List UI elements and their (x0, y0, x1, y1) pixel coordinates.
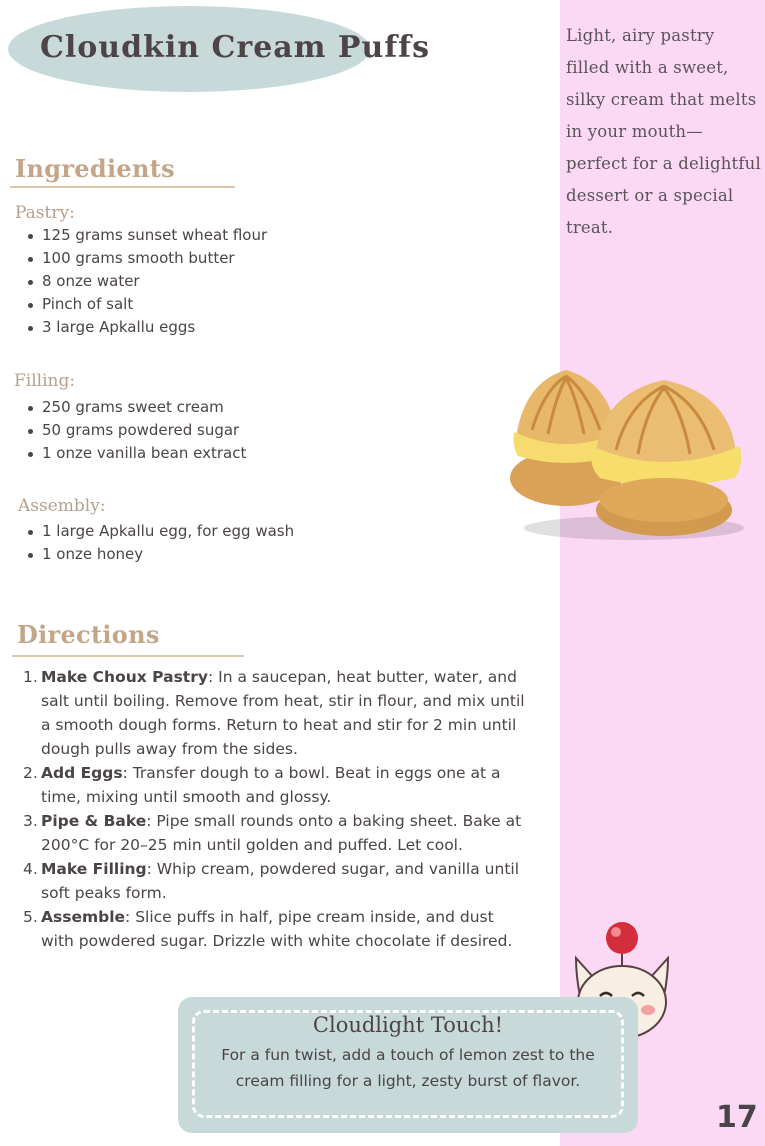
assembly-subheading: Assembly: (18, 496, 106, 516)
list-item: 250 grams sweet cream (21, 396, 246, 419)
step-number: 2. (23, 764, 38, 782)
ingredients-heading: Ingredients (15, 154, 175, 183)
step-text: : In a saucepan, heat butter, water, and salt until boiling. Remove from heat, stir in flour, and mix until a smooth dough forms. Return to heat and stir for 2 min until dough pulls away from the sides. (41, 668, 525, 758)
list-item: 1 large Apkallu egg, for egg wash (21, 520, 294, 543)
directions-heading: Directions (17, 620, 160, 649)
direction-step (20, 665, 528, 761)
step-name: Add Eggs (41, 764, 123, 782)
recipe-intro: Light, airy pastry filled with a sweet, silky cream that melts in your mouth—perfect for a delightful dessert or a special treat. (566, 26, 761, 237)
page-number: 17 (716, 1100, 758, 1135)
list-item: 8 onze water (21, 270, 267, 293)
direction-step (20, 857, 528, 905)
list-item: 100 grams smooth butter (21, 247, 267, 270)
tip-title: Cloudlight Touch! (312, 1013, 504, 1037)
filling-subheading: Filling: (14, 371, 76, 391)
pastry-subheading: Pastry: (15, 203, 75, 223)
direction-step (20, 905, 528, 953)
direction-step (20, 809, 528, 857)
step-number: 3. (23, 812, 38, 830)
assembly-ingredient-list (21, 520, 294, 566)
directions-underline (12, 655, 244, 657)
filling-ingredient-list (21, 396, 246, 465)
pastry-ingredient-list (21, 224, 267, 339)
step-text: : Transfer dough to a bowl. Beat in eggs one at a time, mixing until smooth and glossy. (41, 764, 501, 806)
list-item: Pinch of salt (21, 293, 267, 316)
step-name: Make Choux Pastry (41, 668, 208, 686)
step-number: 4. (23, 860, 38, 878)
step-text: : Whip cream, powdered sugar, and vanilla until soft peaks form. (41, 860, 520, 902)
step-name: Pipe & Bake (41, 812, 147, 830)
step-name: Assemble (41, 908, 126, 926)
list-item: 3 large Apkallu eggs (21, 316, 267, 339)
list-item: 1 onze vanilla bean extract (21, 442, 246, 465)
tip-text: For a fun twist, add a touch of lemon zest to the cream filling for a light, zesty burst of flavor. (221, 1046, 595, 1090)
step-text: : Pipe small rounds onto a baking sheet. Bake at 200°C for 20–25 min until golden and puffed. Let cool. (41, 812, 522, 854)
list-item: 1 onze honey (21, 543, 294, 566)
step-number: 1. (23, 668, 38, 686)
step-name: Make Filling (41, 860, 147, 878)
direction-step (20, 761, 528, 809)
step-number: 5. (23, 908, 38, 926)
directions-list (20, 665, 528, 953)
list-item: 125 grams sunset wheat flour (21, 224, 267, 247)
ingredients-underline (10, 186, 235, 188)
step-text: : Slice puffs in half, pipe cream inside, and dust with powdered sugar. Drizzle with white chocolate if desired. (41, 908, 513, 950)
recipe-title: Cloudkin Cream Puffs (40, 30, 430, 65)
cream-puffs-image (504, 360, 750, 550)
list-item: 50 grams powdered sugar (21, 419, 246, 442)
